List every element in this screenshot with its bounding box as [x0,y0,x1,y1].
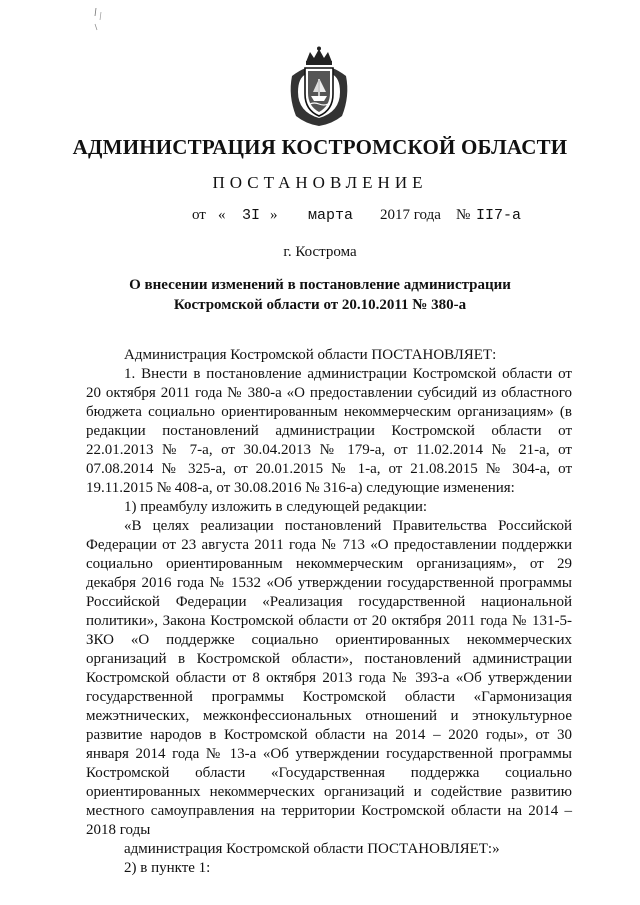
paragraph-item-1: 1. Внести в постановление администрации Костромской области от 20 октября 2011 года № 380-а «О предоставлении субсидий из областного бюджета социально ориентированным некоммерческим организациям» (в редакции постановлений администрации Костромской области от 22.01.2013 № 7-а, от 30.04.2013 № 179-а, от 11.02.2014 № 21-а, от 07.08.2014 № 325-а, от 20.01.2015 № 1-а, от 21.08.2015 № 304-а, от 19.11.2015 № 408-а, от 30.08.2016 № 316-а) следующие изменения: [86,366,572,496]
coat-of-arms-icon [286,46,352,128]
paragraph-subitem-2: 2) в пункте 1: [124,860,211,876]
paragraph-preamble-text: «В целях реализации постановлений Правительства Российской Федерации от 23 августа 2011 года № 713 «О предоставлении поддержки социально ориентированным некоммерческим организациям», от 29 декабря 2016 года № 1532 «Об утверждении государственной программы Российской Федерации «Реализация государственной национальной политики», Закона Костромской области от 20 октября 2011 года № 131-5-ЗКО «О поддержке социально ориентированных некоммерческих организаций в Костромской области», постановлений администрации Костромской области от 8 октября 2013 года № 393-а «Об утверждении государственной программы Костромской области «Гармонизация межэтнических, межконфессиональных отношений и этнокультурное развитие народов в Костромской области на 2014 – 2020 годы», от 30 января 2014 года № 13-а «Об утверждении государственной программы Костромской области «Государственная поддержка социально ориентированных некоммерческих организаций и содействие развитию местного самоуправления на территории Костромской области на 2014 – 2018 годы [86,518,572,838]
date-year: 2017 года [380,207,441,223]
document-heading [80,275,560,315]
heading-line-1: О внесении изменений в постановление администрации [129,277,511,293]
date-close-quote: » [270,207,278,223]
date-line [160,207,540,229]
date-day: 3I [242,207,261,224]
organization-title: АДМИНИСТРАЦИЯ КОСТРОМСКОЙ ОБЛАСТИ [72,135,568,159]
heading-line-2: Костромской области от 20.10.2011 № 380-а [173,297,467,313]
date-month: марта [308,207,354,224]
paragraph-preamble-end: администрация Костромской области ПОСТАНОВЛЯЕТ:» [124,841,500,857]
date-open-quote: « [218,207,226,223]
document-number: II7-а [476,207,522,224]
paragraph-resolves: Администрация Костромской области ПОСТАНОВЛЯЕТ: [124,347,497,363]
document-body [86,346,572,878]
margin-pencil-mark [92,6,106,34]
city-line: г. Кострома [283,244,357,260]
document-type: ПОСТАНОВЛЕНИЕ [212,173,428,192]
paragraph-subitem-1: 1) преамбулу изложить в следующей редакции: [124,499,428,515]
date-from-label: от [192,207,206,223]
number-sign: № [456,207,471,223]
